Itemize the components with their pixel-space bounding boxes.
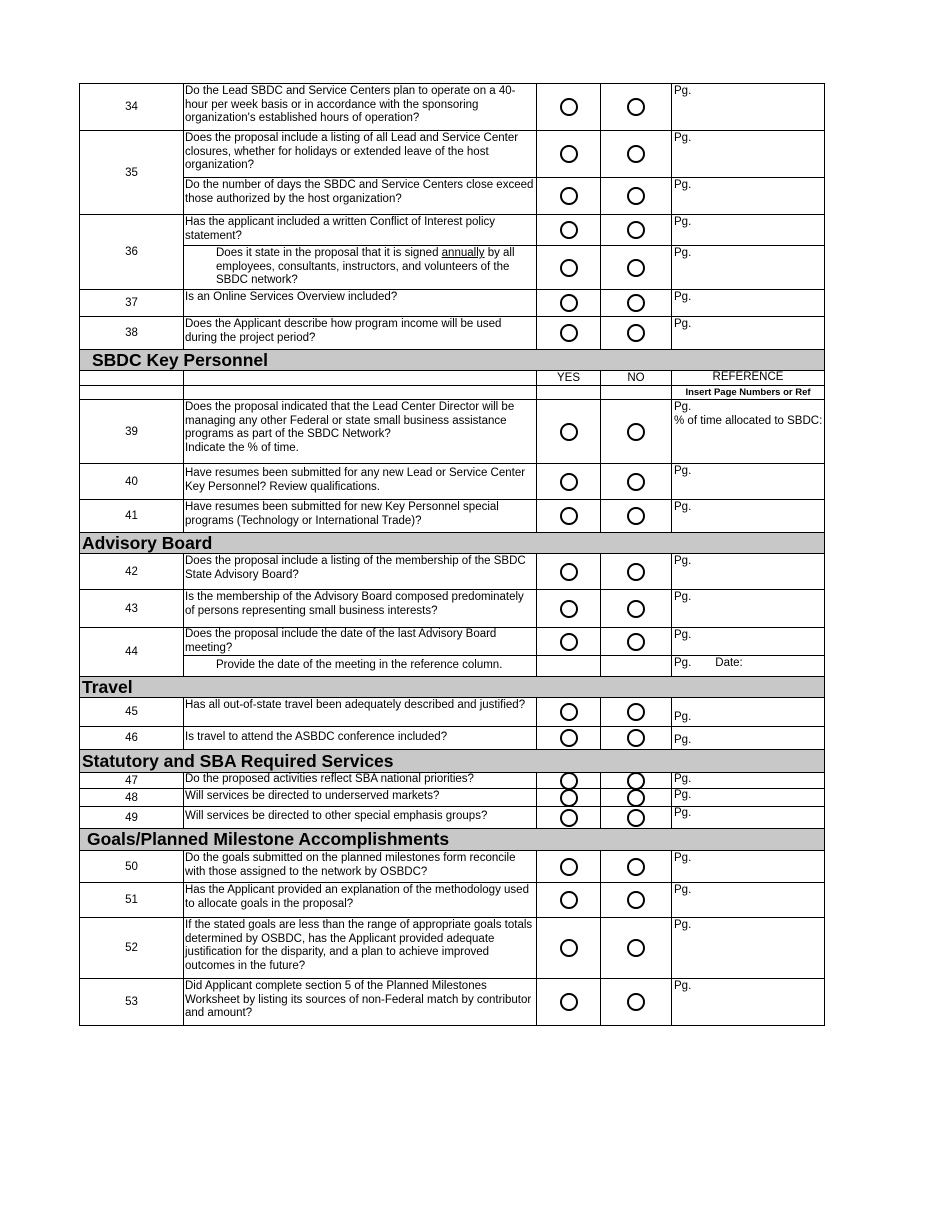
yes-radio[interactable]: [560, 789, 578, 807]
section-heading-goals: Goals/Planned Milestone Accomplishments: [79, 829, 825, 851]
question-text: Does it state in the proposal that it is signed annually by all employees, consultants, instructors, and volunteers of the SBDC network?: [184, 246, 537, 289]
question-row-44b: [79, 656, 825, 677]
no-radio[interactable]: [627, 858, 645, 876]
section-heading-travel: Travel: [79, 677, 825, 698]
yes-radio[interactable]: [560, 809, 578, 827]
yes-radio[interactable]: [560, 423, 578, 441]
yes-radio[interactable]: [560, 939, 578, 957]
yes-radio[interactable]: [560, 993, 578, 1011]
reference-field[interactable]: Pg.: [674, 591, 692, 603]
question-row-53: [79, 979, 825, 1026]
yes-radio[interactable]: [560, 858, 578, 876]
question-number: 50: [80, 851, 184, 882]
question-text: Have resumes been submitted for any new Lead or Service Center Key Personnel? Review qualifications.: [184, 464, 537, 499]
no-radio[interactable]: [627, 98, 645, 116]
question-group-35: [79, 131, 825, 215]
yes-radio[interactable]: [560, 221, 578, 239]
question-text: Has all out-of-state travel been adequately described and justified?: [184, 698, 537, 726]
question-row-37: [79, 290, 825, 317]
no-radio[interactable]: [627, 423, 645, 441]
question-text: Does the proposal include the date of the last Advisory Board meeting?: [184, 628, 537, 655]
reference-field[interactable]: Pg.: [674, 773, 692, 785]
question-number: 46: [80, 727, 184, 749]
reference-field[interactable]: Pg.: [674, 132, 692, 144]
yes-column-header: YES: [537, 371, 601, 385]
no-radio[interactable]: [627, 259, 645, 277]
question-row-39: [79, 400, 825, 464]
yes-radio[interactable]: [560, 633, 578, 651]
question-row-51: [79, 883, 825, 918]
no-radio[interactable]: [627, 809, 645, 827]
question-text: Is the membership of the Advisory Board composed predominately of persons representing small business interests?: [184, 590, 537, 627]
question-row-47: [79, 773, 825, 789]
yes-radio[interactable]: [560, 563, 578, 581]
no-radio[interactable]: [627, 789, 645, 807]
no-radio[interactable]: [627, 729, 645, 747]
reference-field[interactable]: Pg.: [674, 291, 692, 303]
question-text: Is travel to attend the ASBDC conference included?: [184, 727, 537, 749]
question-text: Do the proposed activities reflect SBA national priorities?: [184, 773, 537, 788]
question-text: Do the goals submitted on the planned milestones form reconcile with those assigned to the network by OSBDC?: [184, 851, 537, 882]
reference-column-header: REFERENCE: [712, 371, 784, 384]
question-row-36b: [79, 246, 825, 290]
reference-insert-note: Insert Page Numbers or Ref: [685, 386, 811, 398]
question-number: 51: [80, 883, 184, 917]
question-text: Does the Applicant describe how program income will be used during the project period?: [184, 317, 537, 349]
no-radio[interactable]: [627, 633, 645, 651]
question-row-36a: [79, 215, 825, 246]
yes-radio[interactable]: [560, 729, 578, 747]
no-radio[interactable]: [627, 563, 645, 581]
question-text: Has the applicant included a written Conflict of Interest policy statement?: [184, 215, 537, 245]
no-radio[interactable]: [627, 993, 645, 1011]
question-text: Does the proposal include a listing of the membership of the SBDC State Advisory Board?: [184, 554, 537, 589]
no-radio[interactable]: [627, 939, 645, 957]
question-text: Does the proposal indicated that the Lead Center Director will be managing any other Federal or state small business assistance programs as part of the SBDC Network? Indicate the % of time.: [184, 400, 537, 463]
section-heading-key-personnel: SBDC Key Personnel: [79, 350, 825, 371]
question-text: Provide the date of the meeting in the reference column.: [184, 656, 537, 676]
question-group-36: [79, 215, 825, 290]
question-text: Do the number of days the SBDC and Service Centers close exceed those authorized by the host organization?: [184, 178, 537, 214]
question-text: Is an Online Services Overview included?: [184, 290, 537, 316]
yes-radio[interactable]: [560, 703, 578, 721]
no-radio[interactable]: [627, 703, 645, 721]
reference-field[interactable]: Pg.: [674, 465, 692, 477]
reference-field[interactable]: Pg.: [674, 247, 692, 259]
question-row-40: [79, 464, 825, 500]
question-number: 34: [80, 84, 184, 130]
no-radio[interactable]: [627, 324, 645, 342]
no-radio[interactable]: [627, 187, 645, 205]
question-text: Did Applicant complete section 5 of the Planned Milestones Worksheet by listing its sources of non-Federal match by contributor and amount?: [184, 979, 537, 1025]
reference-field[interactable]: Pg.: [674, 980, 692, 992]
reference-field[interactable]: Pg.: [674, 919, 692, 931]
question-number: 38: [80, 317, 184, 349]
question-number: 40: [80, 464, 184, 499]
question-number: 42: [80, 554, 184, 589]
no-radio[interactable]: [627, 891, 645, 909]
yes-radio[interactable]: [560, 324, 578, 342]
question-row-35a: [79, 131, 825, 178]
reference-field[interactable]: Pg.: [674, 852, 692, 864]
question-text: If the stated goals are less than the range of appropriate goals totals determined by OSBDC, has the Applicant provided adequate justification for the disparity, and a plan to achieve improved outcomes in the future?: [184, 918, 537, 978]
question-number: 36: [80, 215, 184, 289]
yes-radio[interactable]: [560, 891, 578, 909]
question-row-44a: [79, 628, 825, 656]
reference-field[interactable]: Pg.: [674, 318, 692, 330]
yes-radio[interactable]: [560, 600, 578, 618]
question-row-48: [79, 789, 825, 807]
question-number: 37: [80, 290, 184, 316]
reference-field[interactable]: Pg. Date:: [674, 657, 743, 669]
question-row-52: [79, 918, 825, 979]
yes-radio[interactable]: [560, 187, 578, 205]
no-radio[interactable]: [627, 294, 645, 312]
reference-field[interactable]: Pg.: [674, 179, 692, 191]
reference-field[interactable]: Pg.: [674, 734, 692, 746]
question-number: 35: [80, 131, 184, 214]
no-radio[interactable]: [627, 600, 645, 618]
question-row-50: [79, 851, 825, 883]
no-column-header: NO: [601, 371, 672, 385]
checklist-table: [79, 83, 825, 1026]
yes-radio[interactable]: [560, 98, 578, 116]
yes-radio[interactable]: [560, 473, 578, 491]
yes-radio[interactable]: [560, 259, 578, 277]
question-text: Have resumes been submitted for new Key Personnel special programs (Technology or International Trade)?: [184, 500, 537, 532]
column-subheader-row: [79, 386, 825, 400]
question-number: 41: [80, 500, 184, 532]
no-radio[interactable]: [627, 507, 645, 525]
question-number: 39: [80, 400, 184, 463]
reference-field[interactable]: Pg.: [674, 216, 692, 228]
reference-field[interactable]: Pg.: [674, 807, 692, 819]
question-row-43: [79, 590, 825, 628]
no-radio[interactable]: [627, 221, 645, 239]
question-number: 48: [80, 789, 184, 806]
section-heading-statutory: Statutory and SBA Required Services: [79, 750, 825, 773]
question-number: 45: [80, 698, 184, 726]
question-row-34: [79, 83, 825, 131]
no-radio[interactable]: [627, 473, 645, 491]
no-radio[interactable]: [627, 772, 645, 790]
yes-radio[interactable]: [560, 507, 578, 525]
question-row-46: [79, 727, 825, 750]
reference-field[interactable]: Pg. % of time allocated to SBDC:: [674, 401, 823, 427]
reference-field[interactable]: Pg.: [674, 501, 692, 513]
question-row-42: [79, 554, 825, 590]
question-number: 44: [80, 628, 184, 676]
section-heading-advisory-board: Advisory Board: [79, 533, 825, 554]
yes-radio[interactable]: [560, 294, 578, 312]
question-row-35b: [79, 178, 825, 215]
question-number: 52: [80, 918, 184, 978]
question-text: Will services be directed to other special emphasis groups?: [184, 807, 537, 828]
reference-field[interactable]: Pg.: [674, 555, 692, 567]
question-number: 49: [80, 807, 184, 828]
question-row-49: [79, 807, 825, 829]
question-row-38: [79, 317, 825, 350]
no-radio[interactable]: [627, 145, 645, 163]
column-header-row: [79, 371, 825, 386]
reference-field[interactable]: Pg.: [674, 629, 692, 641]
question-number: 53: [80, 979, 184, 1025]
question-number: 43: [80, 590, 184, 627]
yes-radio[interactable]: [560, 772, 578, 790]
question-number: 47: [80, 773, 184, 788]
question-text: Will services be directed to underserved markets?: [184, 789, 537, 806]
question-row-41: [79, 500, 825, 533]
reference-field[interactable]: Pg.: [674, 711, 692, 723]
question-text: Has the Applicant provided an explanation of the methodology used to allocate goals in the proposal?: [184, 883, 537, 917]
question-text: Do the Lead SBDC and Service Centers plan to operate on a 40-hour per week basis or in accordance with the sponsoring organization's established hours of operation?: [184, 84, 537, 130]
question-group-44: [79, 628, 825, 677]
reference-field[interactable]: Pg.: [674, 884, 692, 896]
reference-field[interactable]: Pg.: [674, 85, 692, 97]
reference-field[interactable]: Pg.: [674, 789, 692, 801]
question-row-45: [79, 698, 825, 727]
yes-radio[interactable]: [560, 145, 578, 163]
question-text: Does the proposal include a listing of all Lead and Service Center closures, whether for holidays or extended leave of the host organization?: [184, 131, 537, 177]
